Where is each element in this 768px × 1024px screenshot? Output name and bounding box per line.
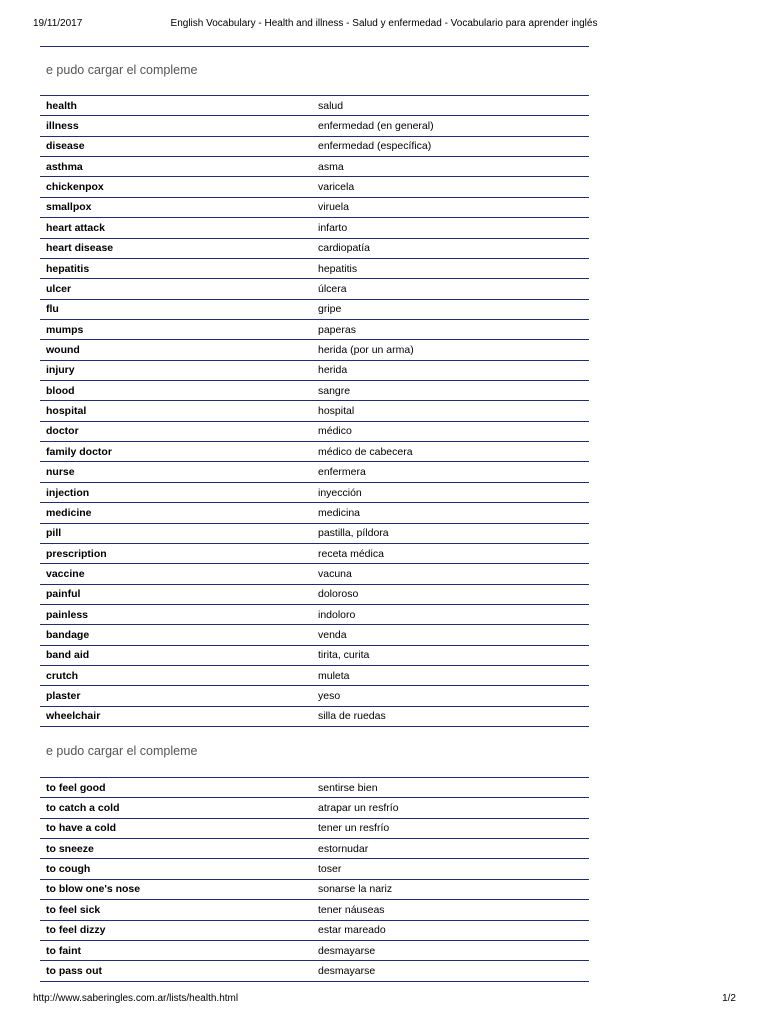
english-term: to feel good: [40, 778, 312, 798]
english-term: nurse: [40, 462, 312, 482]
spanish-translation: cardiopatía: [312, 238, 589, 258]
english-term: bandage: [40, 625, 312, 645]
table-row: [40, 859, 589, 879]
english-term: pill: [40, 523, 312, 543]
spanish-translation: médico: [312, 421, 589, 441]
english-term: family doctor: [40, 442, 312, 462]
spanish-translation: paperas: [312, 319, 589, 339]
english-term: disease: [40, 136, 312, 156]
english-term: to sneeze: [40, 839, 312, 859]
english-term: mumps: [40, 319, 312, 339]
table-row: [40, 879, 589, 899]
english-term: heart attack: [40, 218, 312, 238]
table-row: [40, 401, 589, 421]
spanish-translation: úlcera: [312, 279, 589, 299]
spanish-translation: venda: [312, 625, 589, 645]
table-row: [40, 421, 589, 441]
spanish-translation: pastilla, píldora: [312, 523, 589, 543]
table-row: [40, 604, 589, 624]
english-term: hepatitis: [40, 258, 312, 278]
spanish-translation: desmayarse: [312, 940, 589, 960]
spanish-translation: enfermedad (específica): [312, 136, 589, 156]
english-term: ulcer: [40, 279, 312, 299]
spanish-translation: atrapar un resfrío: [312, 798, 589, 818]
spanish-translation: sangre: [312, 381, 589, 401]
english-term: flu: [40, 299, 312, 319]
table-row: [40, 961, 589, 981]
english-term: to feel sick: [40, 900, 312, 920]
page-number: 1/2: [722, 993, 736, 1004]
spanish-translation: receta médica: [312, 543, 589, 563]
spanish-translation: yeso: [312, 686, 589, 706]
spanish-translation: inyección: [312, 482, 589, 502]
table-row: [40, 218, 589, 238]
english-term: vaccine: [40, 564, 312, 584]
english-term: illness: [40, 116, 312, 136]
spanish-translation: varicela: [312, 177, 589, 197]
english-term: doctor: [40, 421, 312, 441]
english-term: hospital: [40, 401, 312, 421]
table-row: [40, 381, 589, 401]
spanish-translation: herida (por un arma): [312, 340, 589, 360]
table-row: [40, 157, 589, 177]
english-term: injection: [40, 482, 312, 502]
page-title: English Vocabulary - Health and illness - Salud y enfermedad - Vocabulario para aprender inglés: [170, 18, 598, 29]
spanish-translation: hospital: [312, 401, 589, 421]
english-term: to faint: [40, 940, 312, 960]
english-term: injury: [40, 360, 312, 380]
spanish-translation: estar mareado: [312, 920, 589, 940]
english-term: painful: [40, 584, 312, 604]
spanish-translation: doloroso: [312, 584, 589, 604]
table-row: [40, 523, 589, 543]
table-row: [40, 238, 589, 258]
table-row: [40, 818, 589, 838]
table-row: [40, 503, 589, 523]
spanish-translation: médico de cabecera: [312, 442, 589, 462]
spanish-translation: enfermedad (en general): [312, 116, 589, 136]
spanish-translation: infarto: [312, 218, 589, 238]
spanish-translation: enfermera: [312, 462, 589, 482]
table-row: [40, 279, 589, 299]
spanish-translation: sentirse bien: [312, 778, 589, 798]
english-term: crutch: [40, 666, 312, 686]
english-term: blood: [40, 381, 312, 401]
table-row: [40, 299, 589, 319]
spanish-translation: desmayarse: [312, 961, 589, 981]
table-row: [40, 96, 589, 116]
spanish-translation: salud: [312, 96, 589, 116]
english-term: prescription: [40, 543, 312, 563]
english-term: to catch a cold: [40, 798, 312, 818]
table-row: [40, 340, 589, 360]
english-term: heart disease: [40, 238, 312, 258]
spanish-translation: toser: [312, 859, 589, 879]
spanish-translation: tirita, curita: [312, 645, 589, 665]
table-row: [40, 482, 589, 502]
table-row: [40, 798, 589, 818]
spanish-translation: tener un resfrío: [312, 818, 589, 838]
english-term: wound: [40, 340, 312, 360]
table-row: [40, 666, 589, 686]
top-divider: [40, 46, 589, 47]
table-row: [40, 360, 589, 380]
table-row: [40, 940, 589, 960]
print-header: [0, 18, 768, 32]
english-term: to blow one's nose: [40, 879, 312, 899]
spanish-translation: asma: [312, 157, 589, 177]
plugin-placeholder-1: e pudo cargar el compleme: [46, 63, 198, 77]
table-row: [40, 645, 589, 665]
english-term: health: [40, 96, 312, 116]
table-row: [40, 197, 589, 217]
table-row: [40, 839, 589, 859]
spanish-translation: indoloro: [312, 604, 589, 624]
table-row: [40, 258, 589, 278]
spanish-translation: gripe: [312, 299, 589, 319]
english-term: to pass out: [40, 961, 312, 981]
english-term: plaster: [40, 686, 312, 706]
english-term: to feel dizzy: [40, 920, 312, 940]
spanish-translation: muleta: [312, 666, 589, 686]
plugin-placeholder-2: e pudo cargar el compleme: [46, 744, 198, 758]
table-row: [40, 686, 589, 706]
table-row: [40, 462, 589, 482]
page-url: http://www.saberingles.com.ar/lists/health.html: [33, 993, 239, 1004]
table-row: [40, 584, 589, 604]
table-row: [40, 920, 589, 940]
table-row: [40, 543, 589, 563]
table-row: [40, 625, 589, 645]
table-row: [40, 177, 589, 197]
table-row: [40, 706, 589, 726]
english-term: medicine: [40, 503, 312, 523]
english-term: chickenpox: [40, 177, 312, 197]
vocabulary-table-1: [40, 95, 589, 727]
spanish-translation: sonarse la nariz: [312, 879, 589, 899]
table-row: [40, 319, 589, 339]
spanish-translation: tener náuseas: [312, 900, 589, 920]
table-row: [40, 442, 589, 462]
english-term: to cough: [40, 859, 312, 879]
english-term: wheelchair: [40, 706, 312, 726]
english-term: band aid: [40, 645, 312, 665]
spanish-translation: estornudar: [312, 839, 589, 859]
spanish-translation: hepatitis: [312, 258, 589, 278]
table-row: [40, 116, 589, 136]
table-row: [40, 564, 589, 584]
english-term: smallpox: [40, 197, 312, 217]
spanish-translation: silla de ruedas: [312, 706, 589, 726]
english-term: asthma: [40, 157, 312, 177]
english-term: painless: [40, 604, 312, 624]
table-row: [40, 136, 589, 156]
english-term: to have a cold: [40, 818, 312, 838]
vocabulary-table-2: [40, 777, 589, 982]
table-row: [40, 900, 589, 920]
spanish-translation: herida: [312, 360, 589, 380]
spanish-translation: viruela: [312, 197, 589, 217]
spanish-translation: medicina: [312, 503, 589, 523]
print-date: 19/11/2017: [33, 18, 83, 29]
table-row: [40, 778, 589, 798]
spanish-translation: vacuna: [312, 564, 589, 584]
